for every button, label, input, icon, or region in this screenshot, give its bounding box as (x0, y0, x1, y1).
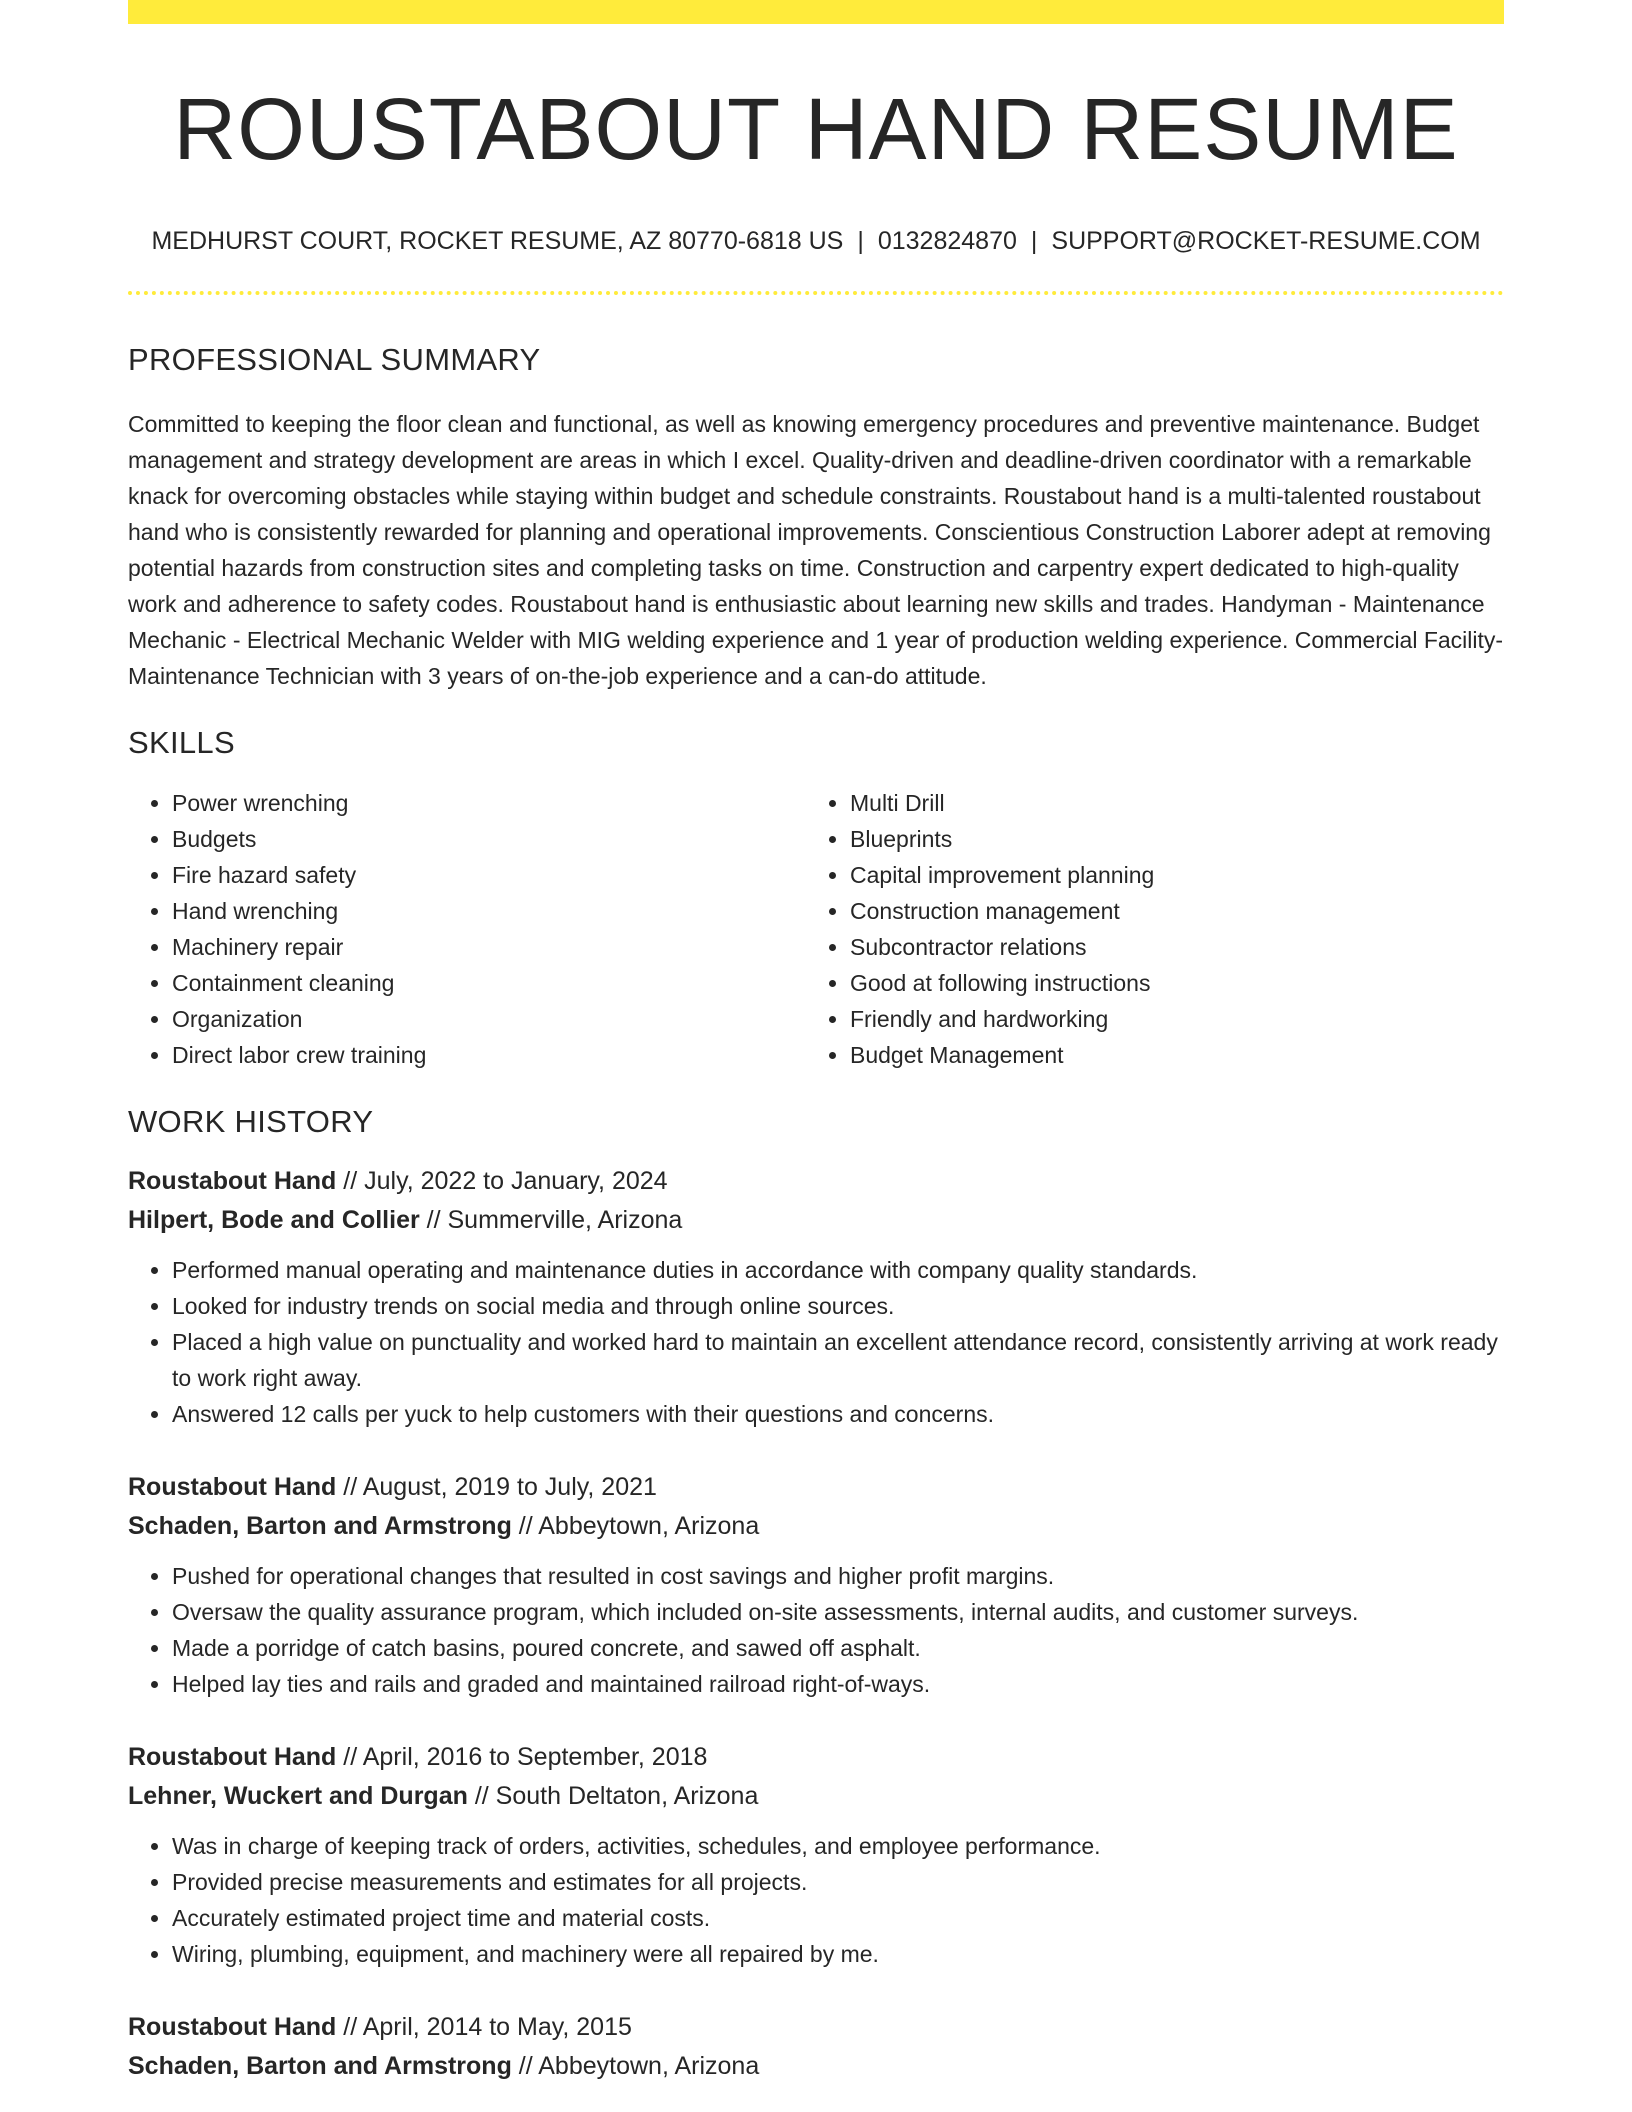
header-divider (128, 291, 1504, 295)
skill-item: • Good at following instructions (850, 965, 1484, 1001)
skill-item: • Machinery repair (172, 929, 806, 965)
job-role: Roustabout Hand (128, 1743, 337, 1772)
resume-title: ROUSTABOUT HAND RESUME (173, 81, 1459, 178)
job-company-line (128, 1777, 1504, 1816)
job-bullet: • Pushed for operational changes that resulted in cost savings and higher profit margins. (172, 1558, 1504, 1594)
job-company-line (128, 1507, 1504, 1546)
skill-item: • Budget Management (850, 1037, 1484, 1073)
contact-separator: | (857, 226, 864, 255)
skill-item: • Capital improvement planning (850, 857, 1484, 893)
skill-item: • Multi Drill (850, 785, 1484, 821)
contact-email: SUPPORT@ROCKET-RESUME.COM (1051, 226, 1481, 255)
skills-column-left (128, 785, 806, 1073)
skill-item: • Subcontractor relations (850, 929, 1484, 965)
job-bullet: • Accurately estimated project time and material costs. (172, 1900, 1504, 1936)
job-entry (128, 2008, 1504, 2086)
job-company-line (128, 2047, 1504, 2086)
contact-line (128, 226, 1504, 256)
job-dates: // August, 2019 to July, 2021 (336, 1473, 657, 1502)
job-bullet: • Made a porridge of catch basins, poured concrete, and sawed off asphalt. (172, 1630, 1504, 1666)
summary-text: Committed to keeping the floor clean and functional, as well as knowing emergency procedures and preventive maintenance. Budget management and strategy development are areas in which I excel. Quality-driven and deadline-driven coordinator with a remarkable knack for overcoming obstacles while staying within budget and schedule constraints. Roustabout hand is a multi-talented roustabout hand who is consistently rewarded for planning and operational improvements. Conscientious Construction Laborer adept at removing potential hazards from construction sites and completing tasks on time. Construction and carpentry expert dedicated to high-quality work and adherence to safety codes. Roustabout hand is enthusiastic about learning new skills and trades. Handyman - Maintenance Mechanic - Electrical Mechanic Welder with MIG welding experience and 1 year of production welding experience. Commercial Facility-Maintenance Technician with 3 years of on-the-job experience and a can-do attitude. (128, 410, 1504, 689)
resume-page (128, 0, 1504, 2086)
job-entry (128, 1738, 1504, 1972)
job-role: Roustabout Hand (128, 2013, 337, 2042)
job-bullets (128, 1558, 1504, 1702)
job-bullet: • Wiring, plumbing, equipment, and machinery were all repaired by me. (172, 1936, 1504, 1972)
summary-heading: PROFESSIONAL SUMMARY (128, 341, 541, 377)
job-role: Roustabout Hand (128, 1167, 337, 1196)
contact-address: MEDHURST COURT, ROCKET RESUME, AZ 80770-6818 US (151, 226, 844, 255)
job-location: // Abbeytown, Arizona (511, 1512, 760, 1541)
skills-list (128, 785, 1504, 1073)
job-location: // Summerville, Arizona (419, 1206, 683, 1235)
job-bullet: • Oversaw the quality assurance program, which included on-site assessments, internal audits, and customer surveys. (172, 1594, 1504, 1630)
job-company: Schaden, Barton and Armstrong (128, 1512, 512, 1541)
job-location: // South Deltaton, Arizona (467, 1782, 759, 1811)
job-bullet: • Looked for industry trends on social media and through online sources. (172, 1288, 1504, 1324)
job-dates: // April, 2016 to September, 2018 (336, 1743, 708, 1772)
job-company: Lehner, Wuckert and Durgan (128, 1782, 468, 1811)
skills-column-right (806, 785, 1484, 1073)
accent-bar (128, 0, 1504, 24)
job-bullets (128, 1828, 1504, 1972)
job-role-line (128, 1468, 1504, 1507)
job-location: // Abbeytown, Arizona (511, 2052, 760, 2081)
skill-item: • Power wrenching (172, 785, 806, 821)
skills-heading: SKILLS (128, 724, 235, 760)
job-company: Hilpert, Bode and Collier (128, 1206, 420, 1235)
job-bullet: • Was in charge of keeping track of orders, activities, schedules, and employee performance. (172, 1828, 1504, 1864)
skill-item: • Blueprints (850, 821, 1484, 857)
job-bullet: • Answered 12 calls per yuck to help customers with their questions and concerns. (172, 1396, 1504, 1432)
job-bullet: • Provided precise measurements and estimates for all projects. (172, 1864, 1504, 1900)
job-entry (128, 1162, 1504, 1432)
skill-item: • Budgets (172, 821, 806, 857)
skill-item: • Friendly and hardworking (850, 1001, 1484, 1037)
skill-item: • Hand wrenching (172, 893, 806, 929)
skill-item: • Direct labor crew training (172, 1037, 806, 1073)
skill-item: • Construction management (850, 893, 1484, 929)
contact-phone: 0132824870 (877, 226, 1017, 255)
job-role: Roustabout Hand (128, 1473, 337, 1502)
job-bullets (128, 1252, 1504, 1432)
job-dates: // July, 2022 to January, 2024 (336, 1167, 668, 1196)
job-role-line (128, 1738, 1504, 1777)
skill-item: • Containment cleaning (172, 965, 806, 1001)
job-bullet: • Performed manual operating and maintenance duties in accordance with company quality standards. (172, 1252, 1504, 1288)
job-dates: // April, 2014 to May, 2015 (336, 2013, 632, 2042)
job-company: Schaden, Barton and Armstrong (128, 2052, 512, 2081)
job-bullet: • Helped lay ties and rails and graded and maintained railroad right-of-ways. (172, 1666, 1504, 1702)
contact-separator: | (1030, 226, 1038, 255)
skill-item: • Fire hazard safety (172, 857, 806, 893)
work-history-heading: WORK HISTORY (128, 1104, 374, 1140)
job-role-line (128, 1162, 1504, 1201)
job-bullet: • Placed a high value on punctuality and worked hard to maintain an excellent attendance record, consistently arriving at work ready to work right away. (172, 1324, 1504, 1396)
job-role-line (128, 2008, 1504, 2047)
job-company-line (128, 1201, 1504, 1240)
skill-item: • Organization (172, 1001, 806, 1037)
job-entry (128, 1468, 1504, 1702)
